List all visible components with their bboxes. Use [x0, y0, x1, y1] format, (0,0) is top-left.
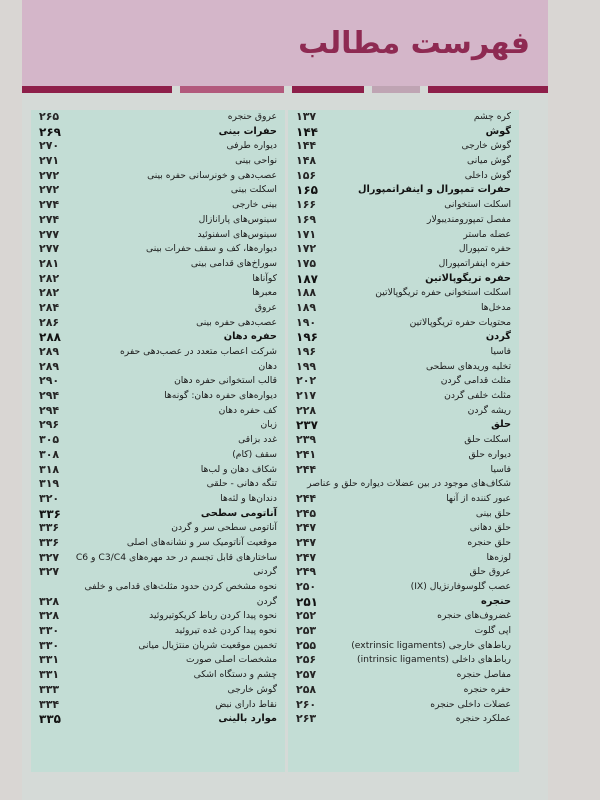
toc-entry-page: ۲۵۲ [296, 609, 317, 623]
toc-entry-label: اسکلت استخوانی حفره تریگوپالاتین [375, 287, 511, 299]
toc-entry [288, 448, 519, 463]
toc-entry [288, 154, 519, 169]
toc-entry [31, 609, 285, 624]
toc-entry-label: رباط‌های خارجی (extrinsic ligaments) [351, 639, 511, 651]
toc-entry [288, 551, 519, 566]
toc-entry [31, 668, 285, 683]
toc-entry [288, 712, 519, 727]
toc-entry-label: نحوه پیدا کردن رباط کریکوتیروئید [149, 610, 277, 622]
stripe [180, 86, 284, 93]
toc-entry [31, 565, 285, 580]
toc-entry [31, 433, 285, 448]
toc-entry-label: حلق [491, 419, 511, 431]
toc-entry [288, 492, 519, 507]
toc-entry [288, 404, 519, 419]
toc-entry-page: ۲۸۶ [39, 315, 60, 329]
toc-entry-label: شرکت اعصاب متعدد در عصب‌دهی حفره [119, 346, 277, 357]
toc-entry-page: ۲۵۶ [296, 653, 317, 667]
toc-entry-label: سقف (کام) [232, 448, 277, 460]
toc-entry-page: ۱۸۹ [296, 300, 317, 314]
toc-entry-label: غضروف‌های حنجره [437, 610, 511, 622]
toc-entry [31, 639, 285, 654]
toc-entry-page: ۱۹۰ [296, 315, 317, 329]
toc-entry-label: دهان [258, 360, 277, 372]
toc-entry [288, 374, 519, 389]
toc-entry-page: ۲۳۷ [296, 418, 318, 433]
toc-entry [288, 316, 519, 331]
toc-entry-label: دیواره حلق [468, 448, 511, 460]
toc-entry-label: ریشه گردن [467, 404, 511, 416]
toc-entry-label: لوزه‌ها [486, 551, 511, 563]
toc-entry-page: ۱۴۸ [296, 154, 317, 168]
toc-entry [288, 609, 519, 624]
toc-entry-label: نقاط دارای نبض [215, 698, 277, 710]
toc-entry-page: ۲۴۵ [296, 506, 317, 520]
toc-entry-label: شکاف‌های موجود در بین عضلات دیواره حلق و عناصر [307, 478, 511, 490]
toc-entry [31, 257, 285, 272]
toc-entry-label: زبان [260, 419, 277, 431]
toc-entry-label: حفرات تمپورال و اینفراتمپورال [357, 184, 511, 196]
toc-entry-label: اسکلت بینی [230, 184, 277, 196]
stripe [22, 86, 172, 93]
toc-entry-label: عصب گلوسوفارنژیال (IX) [410, 581, 511, 592]
toc-entry [31, 139, 285, 154]
toc-entry [31, 198, 285, 213]
toc-entry [288, 653, 519, 668]
toc-entry-label: حفره حنجره [463, 683, 511, 695]
toc-entry-page: ۲۸۸ [39, 330, 61, 345]
toc-entry [288, 698, 519, 713]
toc-entry-page: ۳۲۸ [39, 609, 60, 623]
toc-entry-label: نحوه مشخص کردن حدود مثلث‌های قدامی و خلفی [84, 581, 277, 592]
toc-entry-page: ۲۸۲ [39, 271, 60, 285]
toc-entry-page: ۱۶۶ [296, 198, 317, 212]
toc-entry-page: ۳۳۰ [39, 638, 60, 652]
toc-entry-label: مشخصات اصلی صورت [186, 654, 277, 666]
toc-entry [288, 433, 519, 448]
toc-entry-page: ۲۷۷ [39, 242, 60, 256]
toc-entry-page: ۲۶۹ [39, 124, 61, 139]
toc-entry [288, 360, 519, 375]
toc-entry-page: ۳۳۱ [39, 668, 60, 682]
toc-entry-label: سینوس‌های اسفنوئید [197, 228, 277, 240]
toc-entry-page: ۳۳۴ [39, 697, 60, 711]
toc-entry [31, 345, 285, 360]
toc-entry [31, 477, 285, 492]
toc-entry [31, 448, 285, 463]
toc-entry-label: گوش خارجی [227, 683, 277, 695]
toc-entry-page: ۲۷۴ [39, 198, 60, 212]
toc-entry-page: ۳۳۶ [39, 521, 60, 535]
toc-entry-label: سینوس‌های پارانازال [198, 213, 277, 225]
toc-entry-page: ۲۲۸ [296, 403, 317, 417]
toc-entry-page: ۲۶۵ [39, 110, 60, 123]
toc-entry [31, 507, 285, 522]
toc-entry-label: عضلات داخلی حنجره [430, 698, 511, 710]
toc-entry-label: نواحی بینی [235, 155, 277, 167]
toc-entry-label: عملکرد حنجره [455, 713, 511, 725]
toc-entry-page: ۳۳۵ [39, 712, 61, 727]
toc-entry-page: ۲۸۹ [39, 345, 60, 358]
toc-entry-page: ۱۷۱ [296, 227, 317, 241]
toc-entry [31, 624, 285, 639]
toc-entry [31, 404, 285, 419]
toc-entry [288, 463, 519, 478]
toc-entry [288, 580, 519, 595]
page-title: فهرست مطالب [298, 26, 530, 61]
toc-entry-label: حلق حنجره [467, 536, 511, 548]
toc-entry [288, 507, 519, 522]
toc-entry [31, 228, 285, 243]
toc-entry-label: کف حفره دهان [218, 404, 277, 416]
toc-entry-page: ۲۷۲ [39, 183, 60, 197]
toc-entry-label: کوآناها [252, 272, 277, 284]
toc-entry [31, 492, 285, 507]
toc-entry [31, 521, 285, 536]
toc-entry-page: ۲۹۴ [39, 389, 60, 403]
toc-entry-page: ۲۵۸ [296, 682, 317, 696]
toc-entry-label: گردن [485, 331, 511, 343]
toc-entry-label: عصب‌دهی حفره بینی [196, 316, 277, 328]
toc-entry [288, 330, 519, 345]
toc-entry [288, 536, 519, 551]
toc-entry [31, 169, 285, 184]
toc-entry-page: ۲۹۴ [39, 403, 60, 417]
toc-entry [31, 653, 285, 668]
toc-entry-label: مثلث قدامی گردن [440, 375, 511, 387]
toc-right-column [288, 110, 519, 727]
toc-entry [31, 712, 285, 727]
toc-entry-label: حفره تمپورال [458, 243, 511, 255]
toc-entry [288, 139, 519, 154]
toc-entry [31, 580, 285, 595]
toc-entry [288, 301, 519, 316]
toc-entry-label: اپی گلوت [474, 625, 511, 637]
toc-entry-label: گوش خارجی [461, 140, 511, 152]
stripe [292, 86, 364, 93]
toc-entry [31, 316, 285, 331]
toc-entry-label: دیواره طرفی [226, 140, 277, 152]
toc-entry-label: تنگه دهانی - حلقی [206, 478, 277, 490]
toc-entry-label: عضله ماستر [463, 228, 511, 240]
toc-entry-label: عروق حنجره [227, 111, 277, 122]
toc-entry [288, 345, 519, 360]
toc-entry [31, 389, 285, 404]
toc-entry [31, 242, 285, 257]
toc-entry-page: ۲۷۲ [39, 168, 60, 182]
toc-entry-label: آناتومی سطحی [200, 507, 277, 519]
toc-entry-page: ۳۳۶ [39, 535, 60, 549]
toc-entry-page: ۲۴۹ [296, 565, 317, 579]
toc-entry-page: ۱۴۴ [296, 124, 318, 139]
toc-entry-label: ساختارهای قابل تجسم در حد مهره‌های C3/C4 و C6 [75, 551, 277, 563]
toc-entry [288, 521, 519, 536]
toc-entry [288, 213, 519, 228]
stripe [428, 86, 548, 93]
toc-entry [288, 286, 519, 301]
toc-entry-label: تخمین موقعیت شریان منتژیال میانی [138, 639, 277, 651]
toc-entry-label: نحوه پیدا کردن غده تیروئید [174, 625, 277, 637]
toc-entry [31, 330, 285, 345]
toc-entry [288, 228, 519, 243]
toc-entry [31, 374, 285, 389]
toc-entry-label: محتویات حفره تریگوپالاتین [409, 316, 511, 328]
toc-entry-page: ۲۸۴ [39, 300, 60, 314]
toc-entry [31, 698, 285, 713]
toc-entry-label: عروق [254, 301, 277, 313]
toc-entry-label: قالب استخوانی حفره دهان [174, 375, 277, 387]
toc-entry-label: دندان‌ها و لثه‌ها [220, 492, 277, 504]
toc-entry-page: ۱۸۷ [296, 271, 318, 286]
toc-entry [288, 477, 519, 492]
toc-entry-page: ۳۲۰ [39, 491, 60, 505]
toc-entry-label: عروق حلق [469, 566, 511, 578]
toc-entry [288, 639, 519, 654]
toc-entry-label: فاسیا [490, 346, 511, 357]
stripe [372, 86, 420, 93]
toc-entry-page: ۲۶۰ [296, 697, 317, 711]
toc-entry-label: مفصل تمپورومندیبولار [427, 213, 511, 225]
toc-entry-label: دیواره‌های حفره دهان: گونه‌ها [164, 390, 277, 402]
toc-entry-label: حفرات بینی [218, 125, 277, 137]
toc-entry-page: ۳۳۳ [39, 682, 60, 696]
toc-entry-label: شکاف دهان و لب‌ها [200, 463, 277, 475]
toc-entry [288, 110, 519, 125]
header-band [22, 0, 548, 86]
toc-entry [31, 125, 285, 140]
toc-entry-page: ۲۴۴ [296, 462, 317, 476]
toc-entry-page: ۱۹۶ [296, 345, 317, 358]
toc-entry-page: ۲۷۷ [39, 227, 60, 241]
toc-entry-page: ۳۱۸ [39, 462, 60, 476]
toc-entry-page: ۲۸۱ [39, 256, 60, 270]
toc-entry-page: ۱۸۸ [296, 286, 317, 300]
toc-entry-label: رباط‌های داخلی (intrinsic ligaments) [357, 654, 511, 666]
toc-entry-page: ۳۳۶ [39, 506, 61, 521]
toc-entry-page: ۲۵۰ [296, 580, 317, 593]
toc-entry-label: حلق بینی [475, 507, 511, 519]
toc-entry [288, 683, 519, 698]
toc-entry [31, 272, 285, 287]
toc-entry-page: ۲۹۰ [39, 374, 60, 388]
toc-entry-label: موقعیت آناتومیک سر و نشانه‌های اصلی [126, 536, 277, 548]
toc-entry-page: ۱۷۲ [296, 242, 317, 256]
toc-entry-page: ۲۱۷ [296, 389, 317, 403]
toc-entry-page: ۱۹۶ [296, 330, 318, 345]
toc-entry [31, 213, 285, 228]
toc-entry [288, 257, 519, 272]
toc-entry [31, 418, 285, 433]
toc-entry-label: گردن [256, 595, 277, 607]
toc-entry-page: ۲۹۶ [39, 418, 60, 432]
toc-entry [31, 463, 285, 478]
toc-entry-label: اسکلت حلق [464, 434, 511, 446]
toc-entry-page: ۳۳۰ [39, 624, 60, 638]
toc-entry-page: ۱۹۹ [296, 359, 317, 373]
toc-entry-label: معبرها [252, 287, 277, 299]
toc-entry-page: ۲۰۲ [296, 374, 317, 388]
toc-entry-page: ۲۴۷ [296, 521, 317, 535]
toc-entry [288, 668, 519, 683]
toc-entry-page: ۲۷۰ [39, 139, 60, 153]
toc-entry [288, 624, 519, 639]
toc-entry [31, 536, 285, 551]
toc-entry-page: ۳۰۸ [39, 447, 60, 461]
toc-entry [288, 565, 519, 580]
header-stripes [22, 86, 548, 93]
toc-entry-page: ۲۴۱ [296, 447, 317, 461]
toc-entry-page: ۲۸۹ [39, 359, 60, 373]
toc-entry-label: مدخل‌ها [480, 301, 511, 313]
toc-entry-label: غدد بزاقی [238, 434, 277, 446]
toc-entry [31, 301, 285, 316]
toc-entry-label: گوش داخلی [464, 169, 511, 181]
toc-entry-label: عبور کننده از آنها [446, 492, 511, 504]
toc-entry-page: ۳۲۸ [39, 594, 60, 608]
toc-entry-page: ۲۷۴ [39, 212, 60, 226]
toc-entry-label: اسکلت استخوانی [444, 199, 511, 211]
toc-entry [31, 360, 285, 375]
toc-entry-label: فاسیا [490, 463, 511, 475]
toc-entry-label: عصب‌دهی و خونرسانی حفره بینی [147, 169, 277, 181]
toc-entry-page: ۲۴۷ [296, 550, 317, 564]
toc-entry-page: ۳۲۷ [39, 550, 60, 564]
toc-entry [288, 389, 519, 404]
toc-entry-label: حفره اینفراتمپورال [438, 257, 511, 269]
toc-entry-page: ۱۴۴ [296, 139, 317, 153]
toc-entry-page: ۲۸۲ [39, 286, 60, 300]
toc-entry [288, 125, 519, 140]
toc-left-column [31, 110, 285, 727]
toc-entry-page: ۲۳۹ [296, 433, 317, 447]
toc-entry [288, 418, 519, 433]
toc-entry-page: ۲۷۱ [39, 154, 60, 168]
toc-entry-label: حنجره [481, 595, 511, 607]
toc-entry-label: چشم و دستگاه اشکی [193, 669, 277, 681]
toc-entry-page: ۲۵۱ [296, 594, 318, 609]
toc-entry [31, 551, 285, 566]
toc-entry [31, 183, 285, 198]
toc-entry-page: ۱۶۹ [296, 212, 317, 226]
toc-entry-page: ۱۳۷ [296, 110, 317, 123]
toc-entry-label: دیواره‌ها، کف و سقف حفرات بینی [146, 243, 277, 255]
toc-entry-page: ۲۴۷ [296, 535, 317, 549]
toc-entry [31, 154, 285, 169]
toc-entry-label: مفاصل حنجره [456, 669, 511, 681]
toc-entry-label: حفره تریگوپالاتین [425, 272, 511, 284]
toc-entry-page: ۱۶۵ [296, 183, 318, 198]
toc-entry-label: سوراخ‌های قدامی بینی [190, 257, 277, 269]
toc-entry-page: ۳۱۹ [39, 477, 60, 491]
toc-entry [31, 595, 285, 610]
toc-entry-label: آناتومی سطحی سر و گردن [171, 522, 277, 534]
toc-entry-label: گوش [485, 125, 511, 137]
toc-entry-page: ۲۴۴ [296, 491, 317, 505]
toc-entry [31, 683, 285, 698]
toc-entry-label: گوش میانی [467, 155, 511, 167]
toc-entry-page: ۳۲۷ [39, 565, 60, 579]
toc-entry [288, 169, 519, 184]
toc-entry-page: ۳۳۱ [39, 653, 60, 667]
toc-entry-page: ۲۵۵ [296, 638, 317, 652]
toc-entry [31, 286, 285, 301]
toc-entry-page: ۱۷۵ [296, 256, 317, 270]
toc-entry [288, 242, 519, 257]
toc-entry-label: کره چشم [473, 111, 511, 122]
toc-entry-page: ۲۵۳ [296, 624, 317, 638]
toc-entry-label: بینی خارجی [232, 199, 277, 211]
toc-entry-label: گردنی [253, 566, 277, 578]
toc-entry [288, 272, 519, 287]
toc-entry-page: ۲۵۷ [296, 668, 317, 682]
toc-entry-page: ۲۶۳ [296, 712, 317, 726]
toc-entry-label: حفره دهان [223, 331, 277, 343]
toc-entry [288, 183, 519, 198]
toc-entry-page: ۱۵۶ [296, 168, 317, 182]
toc-entry-label: حلق دهانی [469, 522, 511, 534]
toc-entry [31, 110, 285, 125]
toc-entry-label: موارد بالینی [218, 713, 277, 725]
toc-entry [288, 198, 519, 213]
toc-entry-label: مثلث خلفی گردن [444, 390, 511, 402]
toc-entry-page: ۳۰۵ [39, 433, 60, 447]
toc-entry-label: تخلیه وریدهای سطحی [426, 360, 511, 372]
toc-entry [288, 595, 519, 610]
